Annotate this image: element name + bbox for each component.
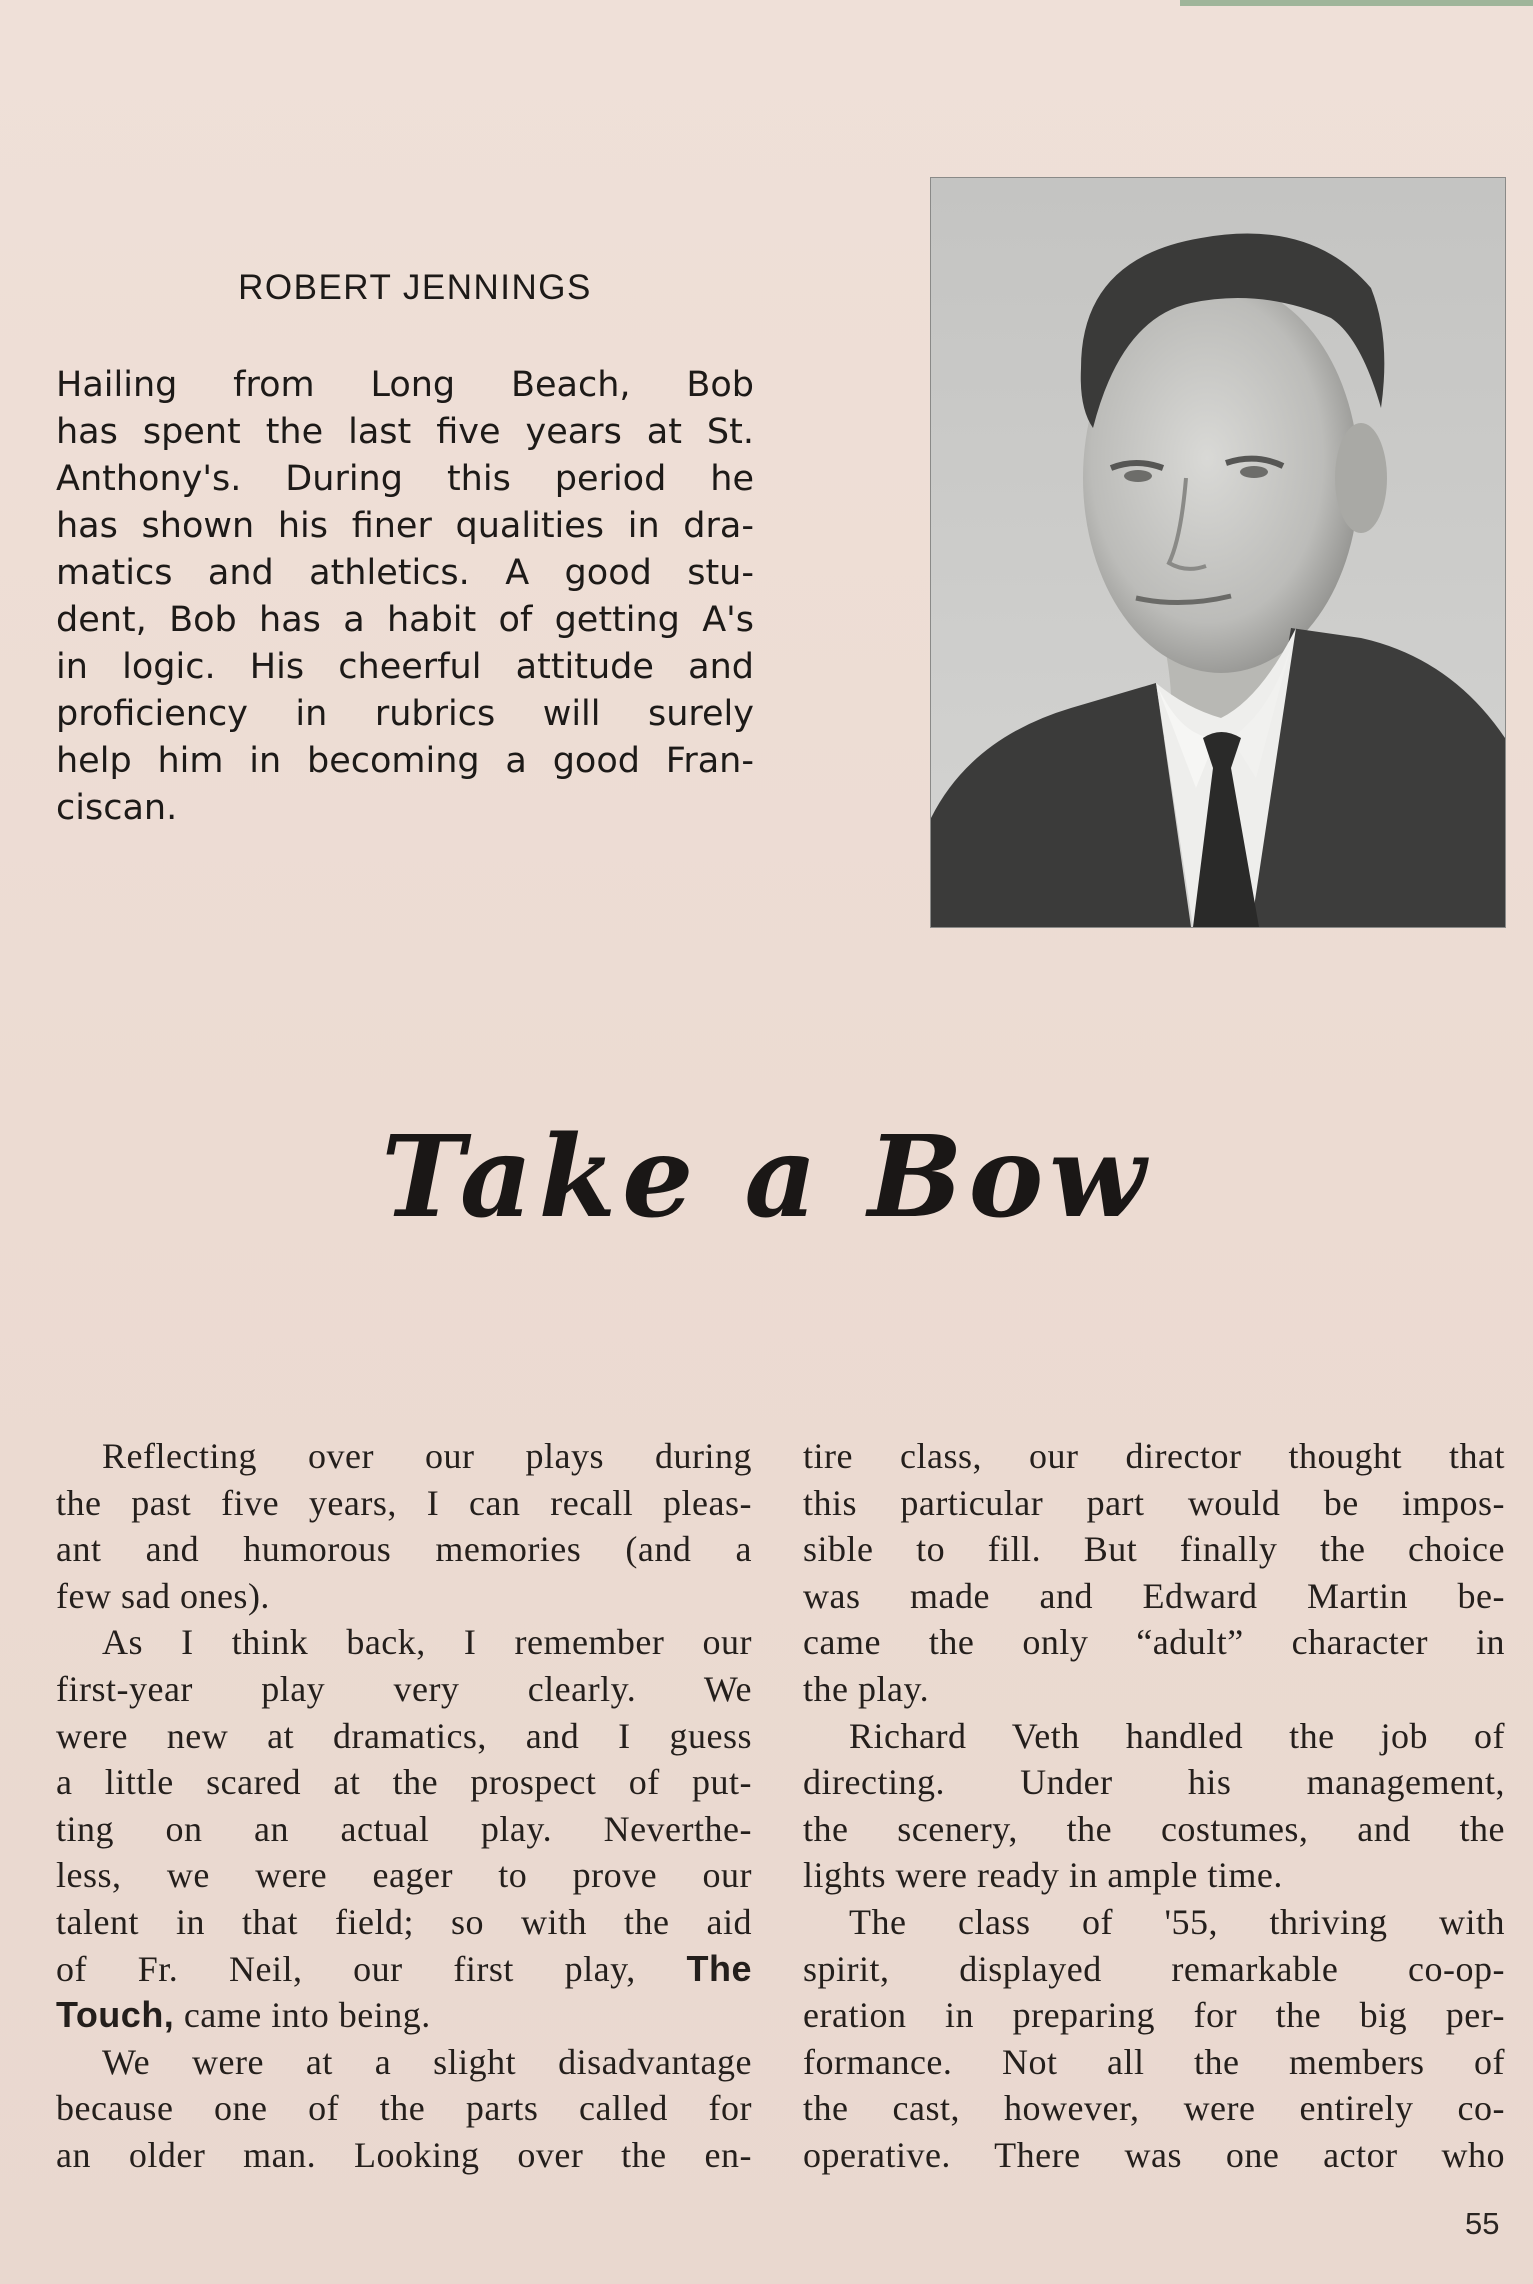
bio-line: in logic. His cheerful attitude and [56,647,754,687]
article-line: the scenery, the costumes, and the [803,1808,1505,1849]
portrait-illustration [931,178,1505,927]
article-line: Reflecting over our plays during [102,1436,752,1476]
play-title-part: The [686,1947,752,1989]
article-line: sible to fill. But finally the choice [803,1529,1505,1570]
bio-paragraph [56,362,754,832]
article-line: because one of the parts called for [56,2088,752,2129]
article-line: As I think back, I remember our [102,1622,752,1663]
bio-line: has spent the last five years at St. [56,412,754,452]
article-column-right [803,1433,1505,2179]
article-line: ant and humorous memories (and a [56,1529,752,1570]
article-line [56,1992,752,2039]
bio-line: has shown his finer qualities in dra- [56,506,754,546]
article-line: this particular part would be impos- [803,1482,1505,1523]
portrait-photo [930,177,1506,928]
page-edge-strip [1180,0,1533,6]
article-line: Richard Veth handled the job of [849,1715,1505,1756]
article-line: operative. There was one actor who [803,2134,1505,2175]
article-line: an older man. Looking over the en- [56,2134,752,2175]
article-line: talent in that field; so with the aid [56,1901,752,1942]
bio-name-heading: ROBERT JENNINGS [238,268,592,307]
article-line: less, we were eager to prove our [56,1855,752,1896]
bio-line: dent, Bob has a habit of getting A's [56,600,754,640]
article-line: the cast, however, were entirely co- [803,2088,1505,2129]
bio-line: Hailing from Long Beach, Bob [56,365,754,405]
article-line: eration in preparing for the big per- [803,1995,1505,2036]
article-line: came the only “adult” character in [803,1622,1505,1663]
page-number: 55 [1465,2206,1500,2241]
article-line: a little scared at the prospect of put- [56,1762,752,1803]
article-line: was made and Edward Martin be- [803,1575,1505,1616]
play-title-part: Touch, [56,1994,175,2036]
article-line [56,1946,752,1993]
article-line: first-year play very clearly. We [56,1668,752,1709]
article-line: formance. Not all the members of [803,2041,1505,2082]
article-line: directing. Under his management, [803,1762,1505,1803]
article-line: the past five years, I can recall pleas- [56,1482,752,1523]
article-line-text: came into being. [183,1995,431,2036]
article-column-left [56,1433,752,2179]
article-line: ting on an actual play. Neverthe- [56,1808,752,1849]
bio-line: matics and athletics. A good stu- [56,553,754,593]
article-line: spirit, displayed remarkable co-op- [803,1948,1505,1989]
page-headline: Take a Bow [381,1112,1152,1243]
bio-line: Anthony's. During this period he [56,459,754,499]
article-line: were new at dramatics, and I guess [56,1715,752,1756]
article-line: The class of '55, thriving with [849,1901,1505,1942]
article-line: the play. [803,1668,930,1709]
bio-line: proficiency in rubrics will surely [56,694,754,734]
article-line: tire class, our director thought that [803,1436,1505,1476]
article-line: few sad ones). [56,1575,270,1616]
bio-line: help him in becoming a good Fran- [56,741,754,781]
article-line: We were at a slight disadvantage [102,2041,752,2082]
bio-line: ciscan. [56,788,178,828]
article-line-text: of Fr. Neil, our first play, [56,1948,636,1989]
article-line: lights were ready in ample time. [803,1855,1283,1896]
